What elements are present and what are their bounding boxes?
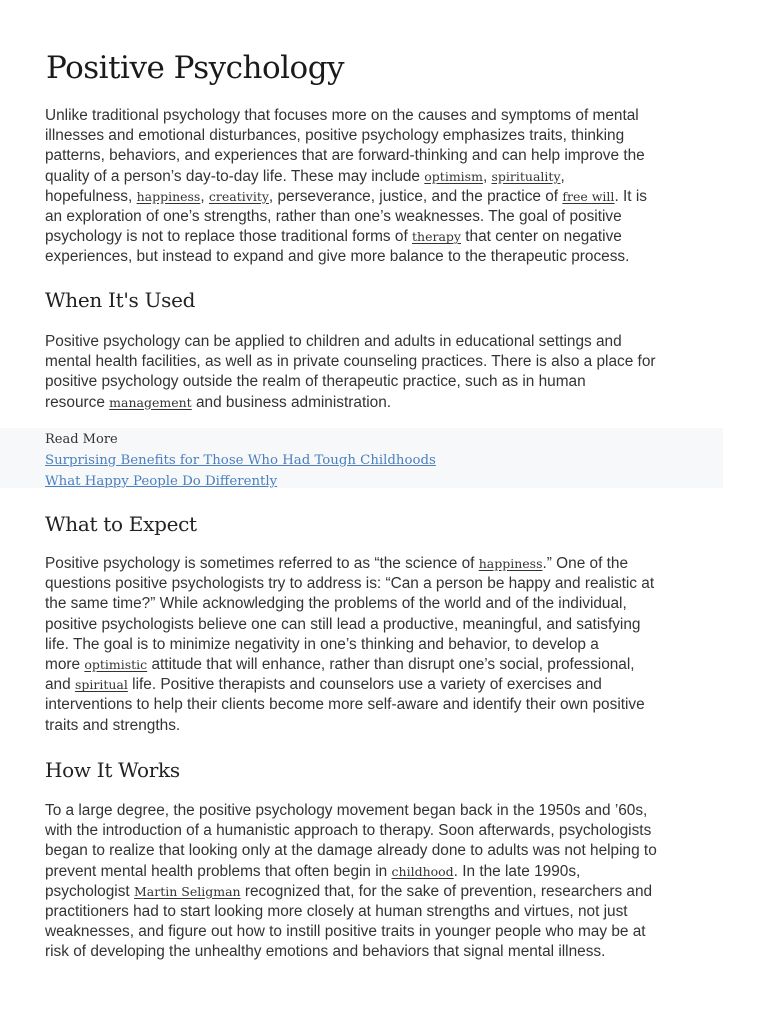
- intro-line-3: patterns, behaviors, and experiences that are forward-thinking and can help improve the: [45, 147, 645, 165]
- expect-line-2: questions positive psychologists try to address is: “Can a person be happy and realistic at: [45, 575, 655, 593]
- text-run: hopefulness,: [45, 187, 137, 205]
- term-link-martin-seligman[interactable]: Martin Seligman: [133, 883, 241, 899]
- text-run: .” One of the: [542, 555, 629, 572]
- heading-how-it-works: How It Works: [45, 758, 180, 782]
- works-line-1: To a large degree, the positive psychology movement began back in the 1950s and ’60s,: [45, 802, 648, 819]
- text-run: resource: [45, 393, 110, 411]
- works-line-8: risk of developing the unhealthy emotions and behaviors that signal mental illness.: [45, 943, 606, 961]
- text-run: and business administration.: [191, 393, 392, 411]
- expect-line-6: [45, 655, 725, 675]
- works-line-6: practitioners had to start looking more closely at human strengths and virtues, not just: [45, 903, 628, 921]
- intro-line-8: experiences, but instead to expand and give more balance to the therapeutic process.: [45, 248, 630, 266]
- term-link-management[interactable]: management: [109, 394, 192, 410]
- when-used-line-2: mental health facilities, as well as in private counseling practices. There is also a place for: [45, 353, 656, 371]
- expect-line-1: [45, 554, 725, 574]
- works-line-7: weaknesses, and figure out how to instill positive traits in younger people who may be at: [45, 923, 646, 941]
- intro-line-2: illnesses and emotional disturbances, positive psychology emphasizes traits, thinking: [45, 127, 625, 145]
- term-link-spirituality[interactable]: spirituality: [491, 168, 561, 184]
- text-run: more: [45, 656, 85, 674]
- term-link-optimistic[interactable]: optimistic: [84, 657, 148, 673]
- text-run: that center on negative: [460, 228, 622, 246]
- intro-line-6: an exploration of one’s strengths, rather than one’s weaknesses. The goal of positive: [45, 208, 622, 226]
- intro-line-7: [45, 227, 725, 247]
- intro-line-1: Unlike traditional psychology that focuses more on the causes and symptoms of mental: [45, 107, 639, 124]
- text-run: ,: [482, 167, 492, 185]
- term-link-spiritual[interactable]: spiritual: [74, 677, 128, 693]
- when-used-line-1: Positive psychology can be applied to children and adults in educational settings and: [45, 333, 622, 350]
- term-link-creativity[interactable]: creativity: [208, 188, 269, 204]
- term-link-happiness-2[interactable]: happiness: [478, 556, 543, 571]
- text-run: psychology is not to replace those traditional forms of: [45, 228, 413, 246]
- term-link-childhood[interactable]: childhood: [391, 863, 454, 879]
- text-run: Positive psychology is sometimes referred to as “the science of: [45, 555, 479, 572]
- works-line-4: [45, 862, 725, 882]
- works-line-2: with the introduction of a humanistic approach to therapy. Soon afterwards, psychologists: [45, 822, 652, 840]
- heading-what-to-expect: What to Expect: [45, 512, 197, 536]
- term-link-optimism[interactable]: optimism: [424, 168, 483, 184]
- when-used-line-3: positive psychology outside the realm of therapeutic practice, such as in human: [45, 373, 586, 391]
- intro-paragraph: [45, 106, 725, 268]
- page-title: Positive Psychology: [46, 50, 345, 86]
- when-used-line-4: [45, 393, 725, 413]
- expect-line-4: positive psychologists believe one can still lead a productive, meaningful, and satisfying: [45, 615, 641, 633]
- works-line-3: began to realize that looking only at the damage already done to adults was not helping to: [45, 842, 657, 860]
- expect-line-3: the same time?” While acknowledging the problems of the world and of the individual,: [45, 595, 627, 613]
- read-more-link-2[interactable]: What Happy People Do Differently: [45, 474, 278, 489]
- text-run: prevent mental health problems that often begin in: [45, 862, 392, 880]
- expect-line-5: life. The goal is to minimize negativity in one’s thinking and behavior, to develop a: [45, 635, 599, 653]
- text-run: quality of a person’s day-to-day life. These may include: [45, 167, 425, 185]
- text-run: ,: [560, 167, 565, 185]
- how-it-works-paragraph: [45, 801, 725, 963]
- expect-line-9: traits and strengths.: [45, 716, 181, 734]
- expect-line-7: [45, 675, 725, 695]
- read-more-label: Read More: [45, 432, 118, 447]
- intro-line-4: [45, 167, 725, 187]
- text-run: , perseverance, justice, and the practice of: [268, 187, 563, 205]
- expect-line-8: interventions to help their clients become more self-aware and identify their own positive: [45, 696, 645, 714]
- read-more-box: [0, 428, 723, 488]
- term-link-therapy[interactable]: therapy: [412, 229, 461, 245]
- what-to-expect-paragraph: [45, 554, 725, 736]
- term-link-free-will[interactable]: free will: [562, 188, 615, 204]
- intro-line-5: [45, 187, 725, 207]
- heading-when-used: When It's Used: [45, 288, 196, 312]
- text-run: life. Positive therapists and counselors use a variety of exercises and: [127, 676, 602, 694]
- text-run: attitude that will enhance, rather than disrupt one’s social, professional,: [147, 656, 635, 674]
- term-link-happiness[interactable]: happiness: [136, 188, 201, 204]
- text-run: psychologist: [45, 882, 134, 900]
- read-more-link-1[interactable]: Surprising Benefits for Those Who Had Tough Childhoods: [45, 453, 436, 468]
- works-line-5: [45, 882, 725, 902]
- text-run: ,: [200, 187, 209, 205]
- text-run: recognized that, for the sake of prevention, researchers and: [240, 882, 653, 900]
- text-run: . In the late 1990s,: [453, 862, 581, 880]
- when-used-paragraph: [45, 332, 725, 413]
- text-run: . It is: [614, 187, 647, 205]
- text-run: and: [45, 676, 75, 694]
